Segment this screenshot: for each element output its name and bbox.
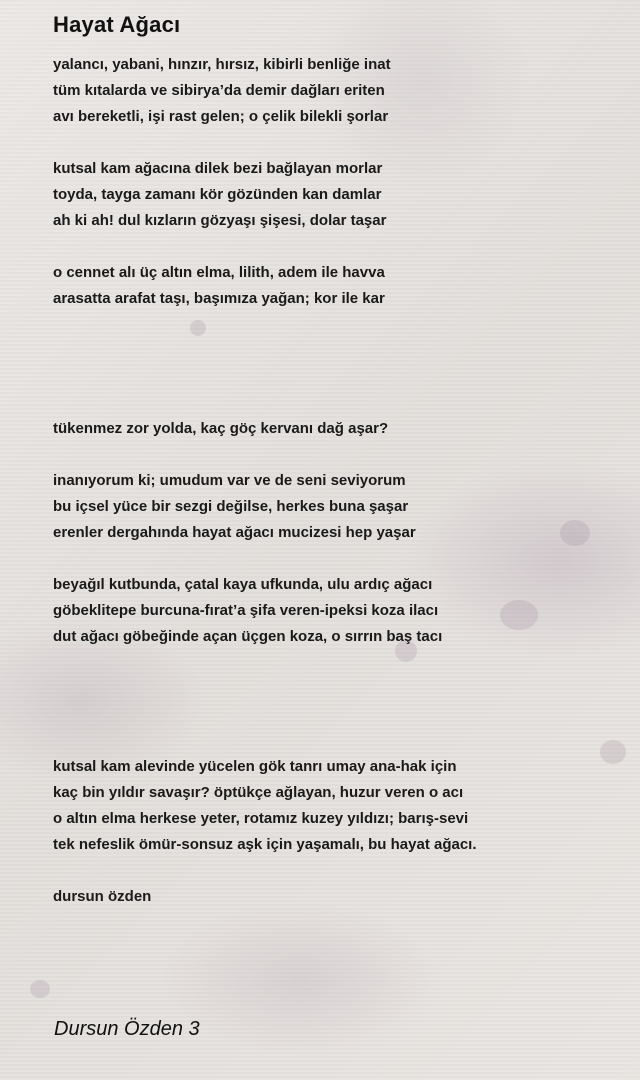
poem-signature: dursun özden bbox=[53, 888, 152, 905]
stanza-3 bbox=[53, 260, 613, 312]
poem-line: tek nefeslik ömür-sonsuz aşk için yaşamalı, bu hayat ağacı. bbox=[53, 836, 477, 853]
poem-line: avı bereketli, işi rast gelen; o çelik bilekli şorlar bbox=[53, 108, 389, 125]
poem-line: tükenmez zor yolda, kaç göç kervanı dağ aşar? bbox=[53, 420, 389, 437]
poem-line: göbeklitepe burcuna-fırat’a şifa veren-ipeksi koza ilacı bbox=[53, 602, 439, 619]
poem-line: o cennet alı üç altın elma, lilith, adem ile havva bbox=[53, 264, 385, 281]
poem-line: kutsal kam ağacına dilek bezi bağlayan morlar bbox=[53, 160, 383, 177]
poem-title: Hayat Ağacı bbox=[53, 12, 181, 37]
poem-line: bu içsel yüce bir sezgi değilse, herkes buna şaşar bbox=[53, 498, 409, 515]
stanza-7 bbox=[53, 754, 613, 858]
stanza-4 bbox=[53, 416, 613, 442]
poem-line: erenler dergahında hayat ağacı mucizesi hep yaşar bbox=[53, 524, 416, 541]
poem-line: o altın elma herkese yeter, rotamız kuzey yıldızı; barış-sevi bbox=[53, 810, 469, 827]
stanza-2 bbox=[53, 156, 613, 234]
poem-body bbox=[53, 52, 613, 910]
poem-line: tüm kıtalarda ve sibirya’da demir dağları eriten bbox=[53, 82, 385, 99]
background-ink-blot bbox=[30, 980, 50, 998]
poem-line: beyağıl kutbunda, çatal kaya ufkunda, ulu ardıç ağacı bbox=[53, 576, 433, 593]
poem-line: kutsal kam alevinde yücelen gök tanrı umay ana-hak için bbox=[53, 758, 457, 775]
poem-line: yalancı, yabani, hınzır, hırsız, kibirli benliğe inat bbox=[53, 56, 391, 73]
poem-line: inanıyorum ki; umudum var ve de seni seviyorum bbox=[53, 472, 406, 489]
footer-author-name: Dursun Özden 3 bbox=[54, 1018, 200, 1040]
poem-line: kaç bin yıldır savaşır? öptükçe ağlayan, huzur veren o acı bbox=[53, 784, 464, 801]
stanza-5 bbox=[53, 468, 613, 546]
poem-line: dut ağacı göbeğinde açan üçgen koza, o sırrın baş tacı bbox=[53, 628, 443, 645]
poem-line: arasatta arafat taşı, başımıza yağan; kor ile kar bbox=[53, 290, 385, 307]
stanza-6 bbox=[53, 572, 613, 650]
poem-line: toyda, tayga zamanı kör gözünden kan damlar bbox=[53, 186, 382, 203]
stanza-1 bbox=[53, 52, 613, 130]
poem-line: ah ki ah! dul kızların gözyaşı şişesi, dolar taşar bbox=[53, 212, 387, 229]
